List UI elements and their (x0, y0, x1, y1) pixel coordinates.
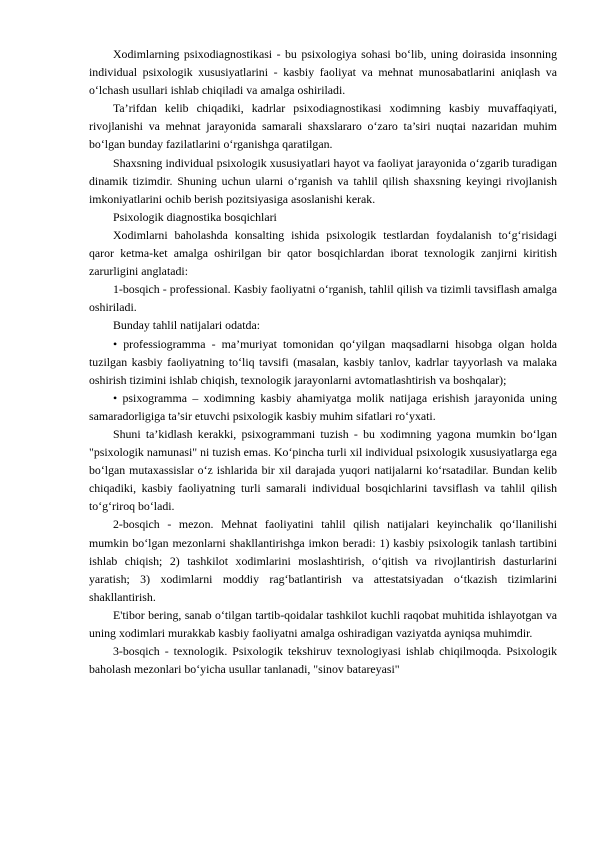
section-heading-stages: Psixologik diagnostika bosqichlari (113, 209, 277, 224)
paragraph-attention: E'tibor bering, sanab o‘tilgan tartib-qoidalar tashkilot kuchli raqobat muhitida ishlayotgan va uning xodimlari murakkab kasbiy faoliyatni amalga oshiradigan vaziyatda ayniqsa muhimdir. (89, 607, 557, 640)
paragraph-definition: Xodimlarning psixodiagnostikasi - bu psixologiya sohasi bo‘lib, uning doirasida insonning individual psixologik xususiyatlarini - kasbiy faoliyat va mehnat munosabatlarini aniqlash va o‘lchash usullari ishlab chiqiladi va amalga oshiriladi. (89, 47, 557, 98)
list-item-psychogram: • psixogramma – xodimning kasbiy ahamiyatga molik natijaga erishish jarayonida uning samaradorligiga ta’sir etuvchi psixologik kasbiy muhim sifatlari ro‘yxati. (89, 390, 557, 423)
paragraph-definition-consequence: Ta’rifdan kelib chiqadiki, kadrlar psixodiagnostikasi xodimning kasbiy muvaffaqiyati, rivojlanishi va mehnat jarayonida samarali shaxslararo o‘zaro ta’siri nuqtai nazaridan muhim bo‘lgan bunday fazilatlarini o‘rganishga qaratilgan. (89, 101, 557, 152)
paragraph-stages-intro: Xodimlarni baholashda konsalting ishida psixologik testlardan foydalanish to‘g‘risidagi qaror ketma-ket amalga oshirilgan bir qator bosqichlardan iborat texnologik zanjirni kiritish zarurligini anglatadi: (89, 227, 557, 279)
paragraph-note: Shuni ta’kidlash kerakki, psixogrammani tuzish - bu xodimning yagona mumkin bo‘lgan "psixologik namunasi" ni tuzish emas. Ko‘pincha turli xil individual psixologik xususiyatlarga ega bo‘lgan mutaxassislar o‘z ishlarida bir xil darajada yuqori natijalarni ko‘rsatadilar. Bundan kelib chiqadiki, kasbiy faoliyatning turli samarali individual bosqichlarini tavsiflash va tahlil qilish to‘g‘riroq bo‘ladi. (89, 426, 557, 514)
paragraph-dynamic-system: Shaxsning individual psixologik xususiyatlari hayot va faoliyat jarayonida o‘zgarib turadigan dinamik tizimdir. Shuning uchun ularni o‘rganish va tahlil qilish shaxsning keyingi rivojlanish imkoniyatlarini ochib berish pozitsiyasiga asoslanishi kerak. (89, 155, 557, 206)
list-item-professiogram: • professiogramma - ma’muriyat tomonidan qo‘yilgan maqsadlarni hisobga olgan holda tuzilgan kasbiy faoliyatning to‘liq tavsifi (masalan, kasbiy tanlov, kadrlar tayyorlash va malaka oshirish tizimini ishlab chiqish, texnologik jarayonlarni avtomatlashtirish va boshqalar); (89, 336, 557, 387)
paragraph-stage-2: 2-bosqich - mezon. Mehnat faoliyatini tahlil qilish natijalari keyinchalik qo‘llanilishi mumkin bo‘lgan mezonlarni shakllantirishga imkon beradi: 1) kasbiy psixologik tanlash tartibini ishlab chiqish; 2) tashkilot xodimlarini moslashtirish, o‘qitish va rivojlantirish dasturlarini yaratish; 3) xodimlarni moddiy rag‘batlantirish va attestatsiyadan o‘tkazish tizimlarini shakllantirish. (89, 517, 557, 604)
paragraph-analysis-results: Bunday tahlil natijalari odatda: (113, 318, 261, 333)
paragraph-stage-1: 1-bosqich - professional. Kasbiy faoliyatni o‘rganish, tahlil qilish va tizimli tavsiflash amalga oshiriladi. (89, 282, 557, 315)
document-page (89, 45, 557, 678)
paragraph-stage-3: 3-bosqich - texnologik. Psixologik tekshiruv texnologiyasi ishlab chiqilmoqda. Psixologik baholash mezonlari bo‘yicha usullar tanlanadi, "sinov batareyasi" (89, 644, 557, 677)
